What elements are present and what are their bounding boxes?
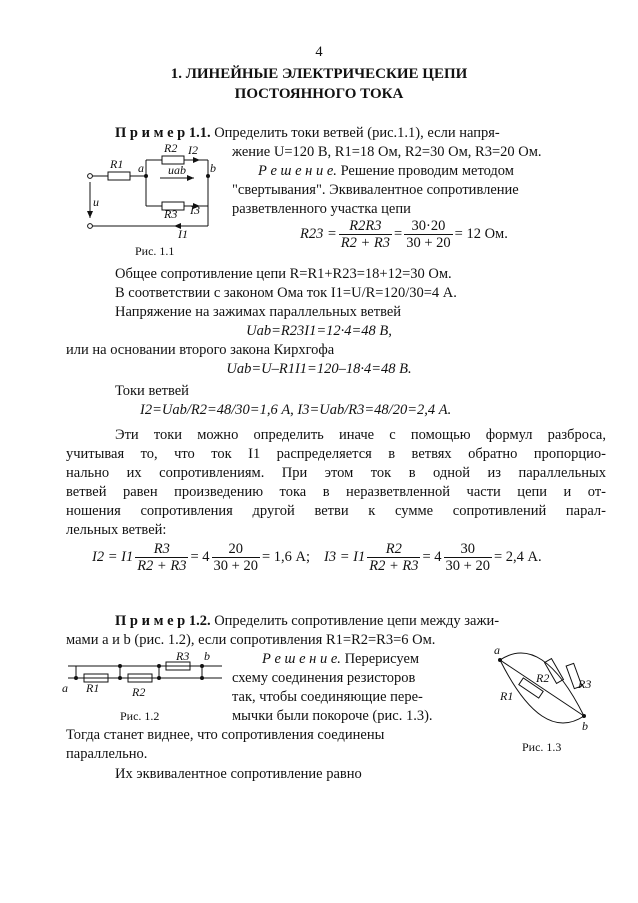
formula-r23-lhs: R23 = [300,226,337,242]
solution-label: Р е ш е н и е. [258,163,337,179]
example-1-2-line8: параллельно. [66,746,148,762]
formula-r23-num1: R2R3 [339,218,392,235]
formula-r23 [300,218,508,251]
fig1-label-i1: I1 [178,227,188,238]
fig3-label-r2: R2 [536,671,550,685]
fig2-label-r3: R3 [176,649,190,663]
figure-1-2-caption: Рис. 1.2 [120,709,160,723]
formula-i3-frac1 [367,541,420,574]
figure-1-3-caption: Рис. 1.3 [522,740,562,754]
example-1-1-line3 [258,163,606,180]
line-total-resistance: Общее сопротивление цепи R=R1+R23=18+12=30 Ом. [115,266,452,282]
formula-i3-num1: R2 [367,541,420,558]
fig1-label-b: b [210,161,216,175]
formula-r23-den2: 30 + 20 [406,235,451,251]
formula-r23-num2: 30·20 [404,218,452,235]
paragraph-line-5: ношения сопротивления другой ветви к сумме сопротивлений парал- [66,503,606,519]
formula-i2-result: = 1,6 А; [261,549,311,565]
line-uab-2: Uab=U–R1I1=120–18·4=48 В. [226,361,412,377]
fig2-label-r1: R1 [86,681,100,695]
formula-i2-den2: 30 + 20 [213,558,258,574]
solution-text: Перерисуем [344,651,420,667]
fig2-label-r2: R2 [132,685,146,699]
chapter-title-line2: ПОСТОЯННОГО ТОКА [234,86,404,102]
fig1-label-u: u [93,195,99,209]
fig1-label-i2: I2 [188,143,198,157]
figure-1-1 [82,138,222,238]
formula-i3-frac2 [444,541,492,574]
formula-i3-num2: 30 [444,541,492,558]
formula-i2-frac1 [135,541,188,574]
example-1-2-line7: Тогда станет виднее, что сопротивления соединены [66,727,385,743]
formula-i3-mid: = 4 [422,549,442,565]
example-1-1-line4: "свертывания". Эквивалентное сопротивление [232,182,519,198]
fig1-label-r3: R3 [164,207,178,221]
paragraph-line-2: учитывая то, что ток I1 распределяется в ветвях обратно пропорцио- [66,446,606,462]
fig3-label-r1: R1 [500,689,514,703]
example-1-2-line5: так, чтобы соединяющие пере- [232,689,423,705]
formula-current-divider [92,541,542,574]
figure-1-1-caption: Рис. 1.1 [135,244,175,258]
solution-label: Р е ш е н и е. [262,651,341,667]
fig2-label-a: a [62,681,68,695]
example-1-2-line1 [115,613,606,630]
formula-i3-den1: R2 + R3 [369,558,419,574]
line-i2-i3: I2=Uab/R2=48/30=1,6 А, I3=Uab/R3=48/20=2,4 А. [140,402,452,418]
fig1-label-uab: uab [168,163,186,177]
formula-r23-result: = 12 Ом. [454,226,508,242]
formula-i3-lhs: I3 = I1 [324,549,366,565]
fig1-label-i3: I3 [190,203,200,217]
line-branch-currents: Токи ветвей [115,383,189,399]
example-label: П р и м е р 1.2. [115,613,211,629]
figure-1-3 [482,640,598,740]
page-number: 4 [315,44,323,60]
fig3-label-b: b [582,719,588,733]
line-kirchhoff: или на основании второго закона Кирхгофа [66,342,335,358]
formula-i2-num1: R3 [135,541,188,558]
fig3-label-a: a [494,643,500,657]
formula-r23-den1: R2 + R3 [340,235,391,251]
example-1-2-line2: мами a и b (рис. 1.2), если сопротивления R1=R2=R3=6 Ом. [66,632,436,648]
formula-i3-den2: 30 + 20 [445,558,490,574]
solution-text: Решение проводим методом [340,163,514,179]
formula-i2-mid: = 4 [190,549,210,565]
fig3-label-r3: R3 [578,677,592,691]
formula-r23-frac2 [404,218,452,251]
paragraph-line-6: лельных ветвей: [66,522,167,538]
example-text: Определить токи ветвей (рис.1.1), если напря- [214,125,500,141]
fig1-label-r2: R2 [164,141,178,155]
paragraph-line-3: нально их сопротивлениям. При этом ток в одной из параллельных [66,465,606,481]
figure-1-2 [62,648,232,704]
formula-i2-num2: 20 [212,541,260,558]
example-1-2-line4: схему соединения резисторов [232,670,416,686]
formula-i2-den1: R2 + R3 [137,558,187,574]
formula-r23-frac1 [339,218,392,251]
paragraph-line-1: Эти токи можно определить иначе с помощью формул разброса, [115,427,606,443]
line-ohm-law: В соответствии с законом Ома ток I1=U/R=120/30=4 А. [115,285,457,301]
formula-i3-result: = 2,4 А. [493,549,542,565]
example-text: Определить сопротивление цепи между зажи- [214,613,500,629]
line-voltage-intro: Напряжение на зажимах параллельных ветвей [115,304,402,320]
example-1-1-line5: разветвленного участка цепи [232,201,411,217]
example-1-2-line6: мычки были покороче (рис. 1.3). [232,708,433,724]
fig1-label-r1: R1 [110,157,124,171]
line-uab-1: Uab=R23I1=12·4=48 В, [246,323,392,339]
formula-i2-lhs: I2 = I1 [92,549,134,565]
paragraph-line-4: ветвей равен произведению тока в неразветвленной части цепи и от- [66,484,606,500]
fig1-label-a: a [138,161,144,175]
example-1-1-line2: жение U=120 В, R1=18 Ом, R2=30 Ом, R3=20 Ом. [232,144,542,160]
fig2-label-b: b [204,649,210,663]
example-1-2-line3 [262,651,419,668]
formula-i2-frac2 [212,541,260,574]
example-label: П р и м е р 1.1. [115,125,211,141]
example-1-2-line9: Их эквивалентное сопротивление равно [115,766,362,782]
chapter-title-line1: 1. ЛИНЕЙНЫЕ ЭЛЕКТРИЧЕСКИЕ ЦЕПИ [170,66,468,82]
formula-r23-eq: = [394,226,403,242]
